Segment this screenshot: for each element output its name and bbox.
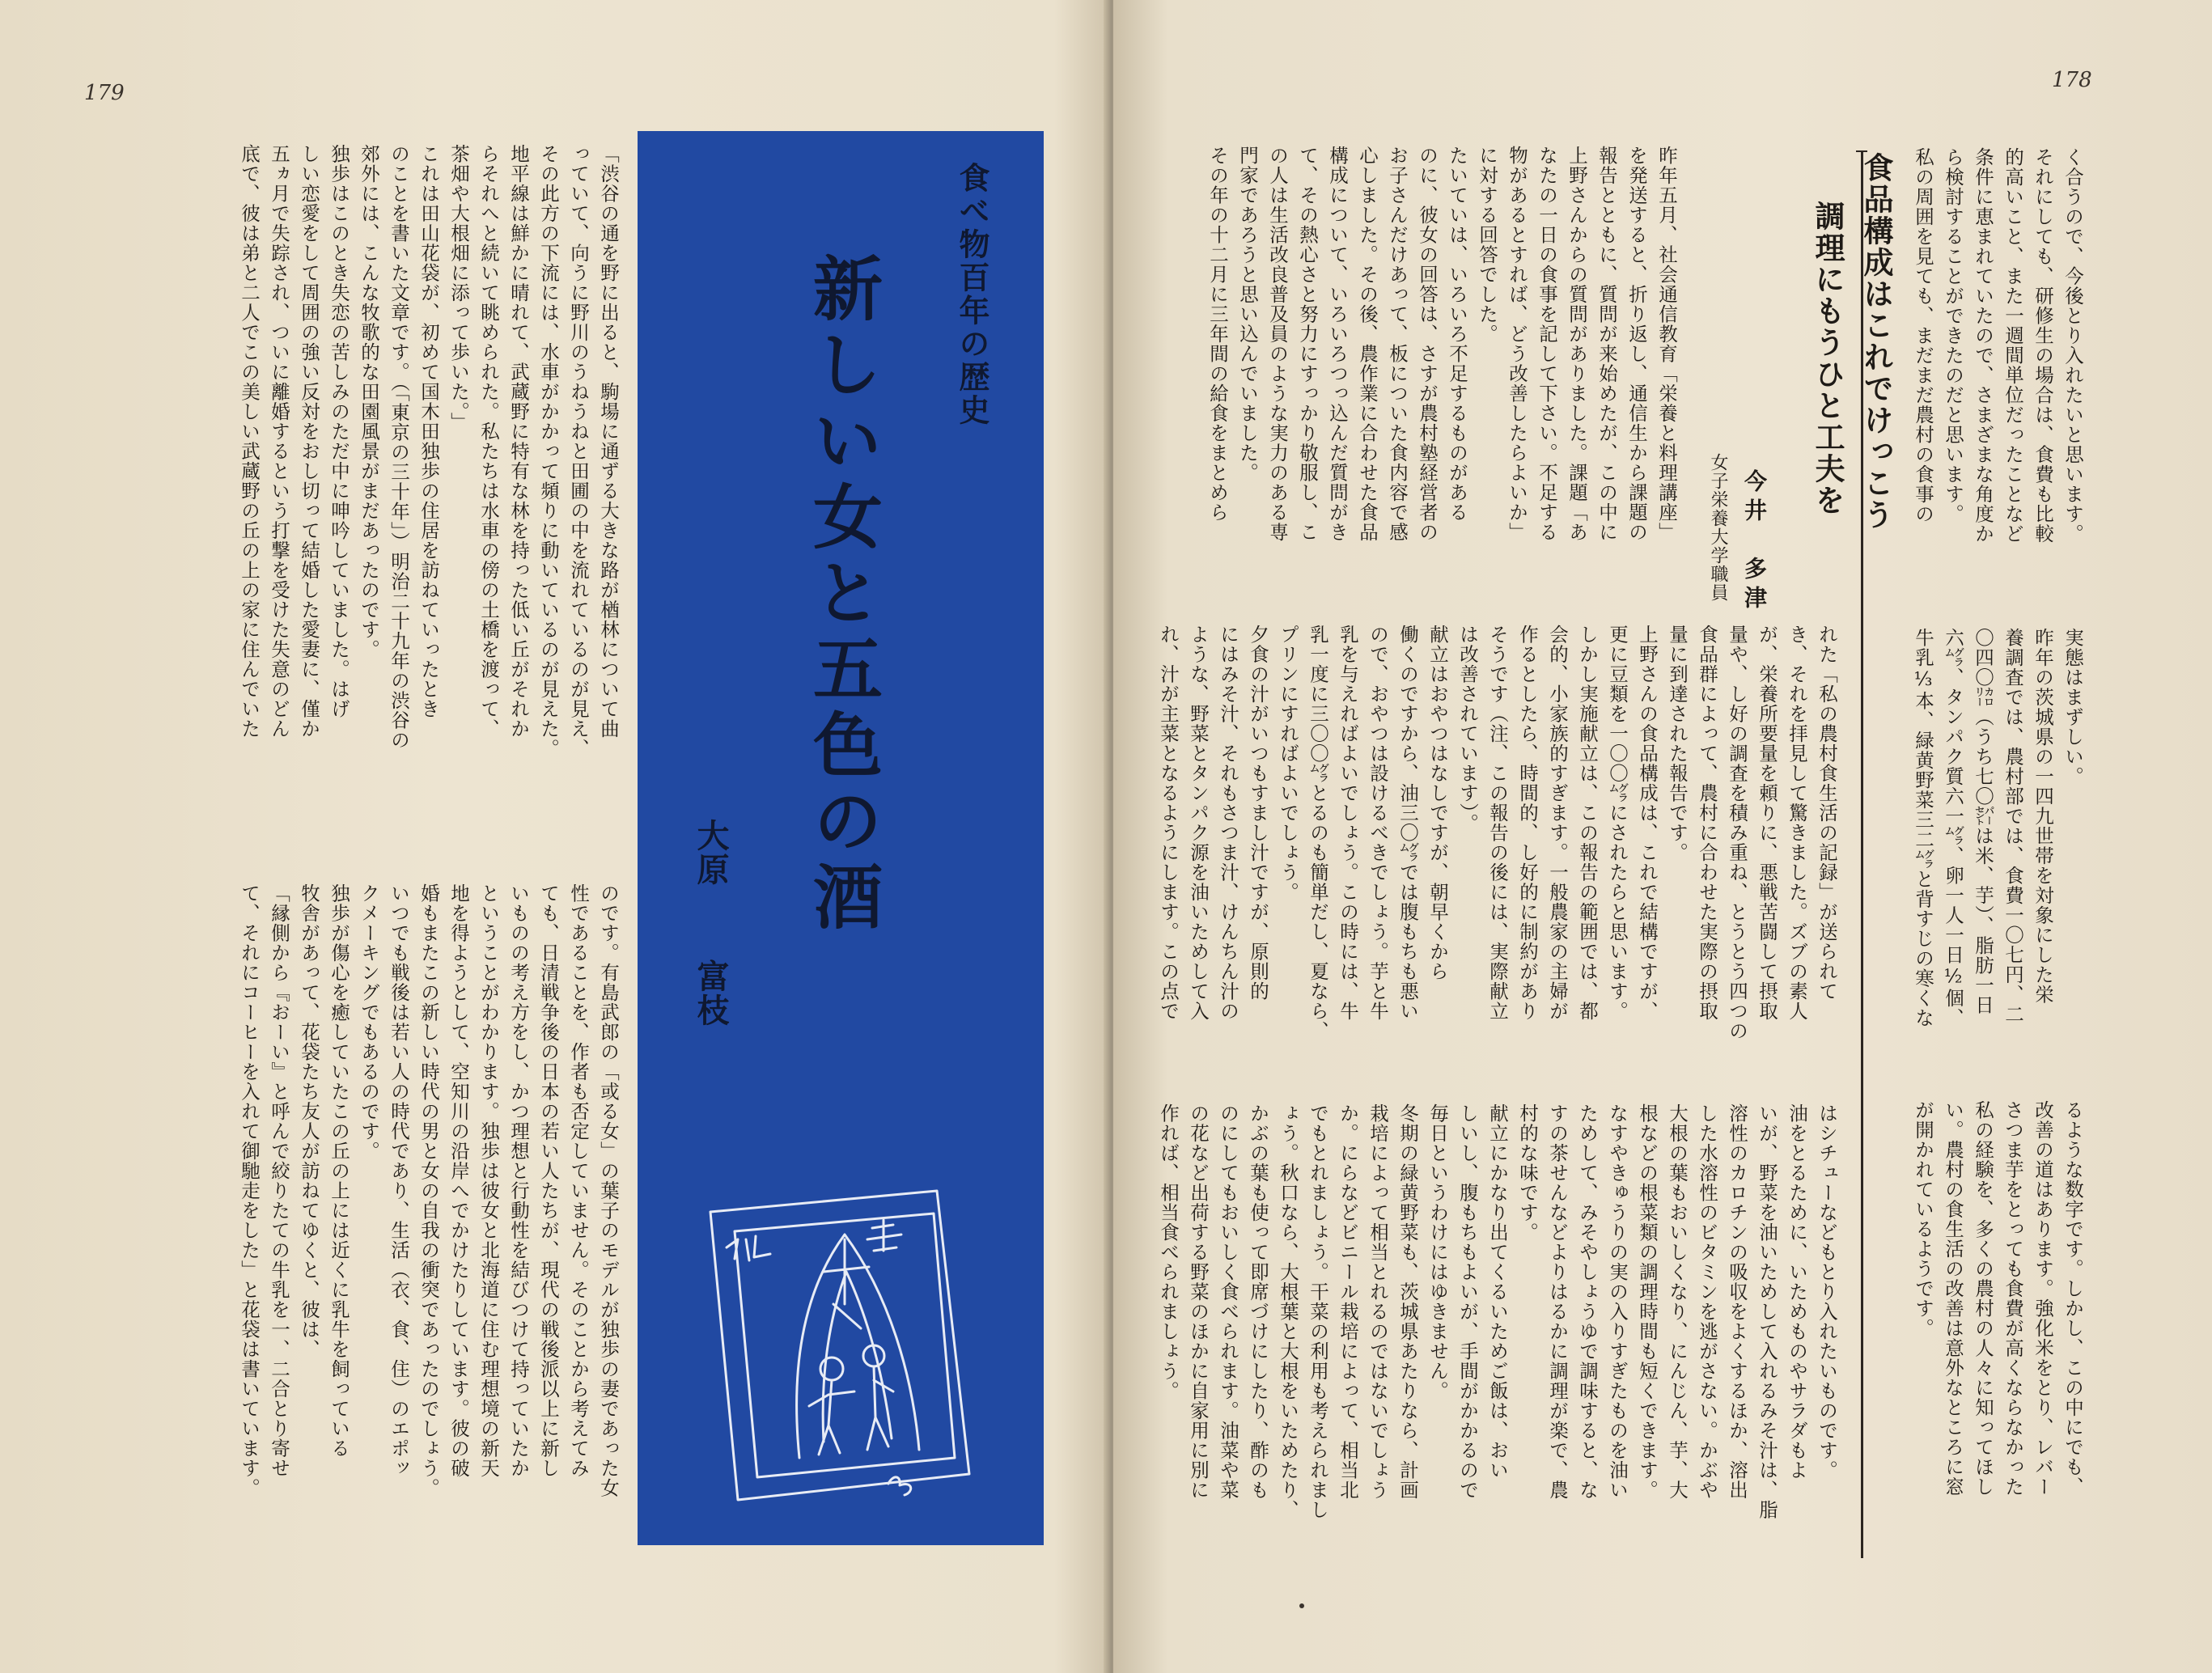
essay-middle-text [1146, 625, 1841, 1086]
left-bottom-text [121, 883, 623, 1579]
essay-title [1803, 152, 1900, 531]
text-line: に対する回答でした。 [1476, 146, 1498, 344]
text-line: のにしてもおいしく食べられます。油菜や菜 [1217, 1103, 1239, 1500]
text-line: クメーキングでもあるのです。 [358, 883, 380, 1161]
text-line: い。農村の食生活の改善は意外なところに窓 [1942, 1100, 1964, 1497]
text-line: 構成について、いろいろつっ込んだ質問がき [1326, 146, 1349, 542]
text-line: にはみそ汁、それもさつま汁、けんちん汁の [1217, 625, 1239, 1021]
text-line: ょう。秋口なら、大根葉と大根をいためたり、 [1277, 1103, 1299, 1520]
text-line: 養調査では、農村部では、食費一〇七円、二 [2002, 628, 2024, 1024]
text-line: が開かれているようです。 [1912, 1100, 1934, 1338]
text-line: 私の経験を、多くの農村の人々に知ってほし [1972, 1100, 1994, 1497]
text-line: 更に豆類を一〇〇㌘にされたらと思います。 [1606, 625, 1629, 1021]
text-line: ら検討することができたのだと思います。 [1942, 147, 1964, 524]
text-line: 根などの根菜類の調理時間も短くできます。 [1636, 1103, 1659, 1500]
text-line: しい恋愛をして周囲の強い反対をおし切って結婚した愛妻に、僅か [298, 144, 320, 739]
text-line: のに、彼女の回答は、さすが農村塾経営者の [1416, 146, 1439, 542]
text-line: き、それを拝見して驚きました。ズブの素人 [1786, 625, 1808, 1021]
text-line: そうです（注、この報告の後には、実際献立 [1486, 625, 1509, 1021]
text-line: 大根の葉もおいしくなり、にんじん、芋、大 [1666, 1103, 1689, 1500]
author-given-name: 富枝 [692, 959, 729, 1027]
text-line: れた「私の農村食生活の記録」が送られて [1816, 625, 1838, 1002]
text-line: いつでも戦後は若い人の時代であり、生活（衣、食、住）のエポッ [388, 883, 410, 1478]
text-line: さつま芋をとっても食費が高くならなかった [2002, 1100, 2024, 1497]
text-line: 郊外には、こんな牧歌的な田園風景がまだあったのです。 [358, 144, 380, 659]
text-line: 作るとしたら、時間的、し好的に制約があり [1516, 625, 1539, 1021]
text-line: は改善されています）。 [1456, 625, 1479, 833]
text-line: 実態はまずしい。 [2062, 628, 2084, 786]
text-line: 報告とともに、質問が来始めたが、この中に [1595, 146, 1618, 542]
text-line: 量に到達された報告です。 [1666, 625, 1689, 862]
text-line: それにしても、研修生の場合は、食費も比較 [2032, 147, 2054, 544]
text-line: でもとれましょう。干菜の利用も考えられまし [1307, 1103, 1329, 1520]
text-line: 毎日というわけにはゆきません。 [1426, 1103, 1449, 1401]
text-line: 独歩はこのとき失恋の苦しみのただ中に呻吟していました。はげ [328, 144, 350, 719]
essay-author-name: 今井 多津 [1741, 469, 1768, 615]
main-title: 新しい女と五色の酒 [801, 252, 882, 937]
prev-article-top [1893, 147, 2087, 608]
text-line: なすやきゅうりの実の入りすぎたものを油い [1606, 1103, 1629, 1500]
text-line: その此方の下流には、水車がかかって頻りに動いているのが見えた。 [537, 144, 560, 759]
text-line: プリンにすればよいでしょう。 [1277, 625, 1299, 902]
text-line: 地を得ようとして、空知川の沿岸へでかけたりしています。彼の破 [447, 883, 470, 1478]
text-line: たいていは、いろいろ不足するものがある [1446, 146, 1468, 523]
text-line: 私の周囲を見ても、まだまだ農村の食事の [1912, 147, 1934, 524]
text-line: のことを書いた文章です。（「東京の三十年」）明治二十九年の渋谷の [388, 144, 410, 750]
text-line: 婚もまたこの新しい時代の男と女の自我の衝突であったのでしょう。 [417, 883, 440, 1498]
text-line: 乳を与えればよいでしょう。この時には、牛 [1337, 625, 1359, 1021]
prev-article-bottom-a [1893, 628, 2087, 1089]
text-line: 性であることを、作者も否定していません。そのことから考えてみ [567, 883, 590, 1478]
text-line: 改善の道はあります。強化米をとり、レバー [2032, 1100, 2054, 1497]
prev-article-bottom-b [1893, 1100, 2087, 1553]
text-line: 冬期の緑黄野菜も、茨城県あたりなら、計画 [1396, 1103, 1419, 1500]
essay-title-line-2: 調理にもうひと工夫を [1810, 201, 1845, 516]
book-illustration [702, 1183, 977, 1506]
text-line: なたの一日の食事を記して下さい。不足する [1536, 146, 1558, 542]
text-line: 働くのですから、油三〇㌘では腹もちも悪い [1396, 625, 1419, 1021]
text-line: 茶畑や大根畑に添って歩いた。」 [447, 144, 470, 432]
text-line: 条件に恵まれていたので、さまざまな角度か [1972, 147, 1994, 544]
text-line: ということがわかります。独歩は彼女と北海道に住む理想境の新天 [477, 883, 500, 1478]
text-line: 献立はおやつはなしですが、朝早くから [1426, 625, 1449, 981]
text-line: これは田山花袋が、初めて国木田独歩の住居を訪ねていったとき [417, 144, 440, 719]
text-line: 食品群によって、農村に合わせた実際の摂取 [1696, 625, 1718, 1021]
text-line: 「縁側から『おーい』と呼んで絞りたての牛乳を一、二合とり寄せ [268, 883, 290, 1478]
text-line: の花など出荷する野菜のほかに自家用に別に [1187, 1103, 1210, 1500]
text-line: しいし、腹もちもよいが、手間がかかるので [1456, 1103, 1479, 1500]
text-line: を発送すると、折り返し、通信生から課題の [1625, 146, 1648, 542]
text-line: いが、野菜を油いためして入れるみそ汁は、脂 [1756, 1103, 1778, 1520]
essay-top-text [1165, 146, 1681, 607]
text-line: お子さんだけあって、板についた食内容で感 [1386, 146, 1409, 542]
left-top-text [113, 144, 623, 791]
text-line: 夕食の汁がいつもすまし汁ですが、原則的 [1247, 625, 1269, 1002]
text-line: て、その熱心さと努力にすっかり敬服し、こ [1296, 146, 1319, 542]
text-line: 底で、彼は弟と二人でこの美しい武蔵野の丘の上の家に住んでいた [238, 144, 261, 739]
text-line: 〇四〇㌍（うち七〇㌫は米、芋）、脂肪一日 [1972, 628, 1994, 1015]
text-line: その年の十二月に三年間の給食をまとめら [1206, 146, 1229, 523]
text-line: いものの考え方をし、かつ理想と行動性を結びつけて持っていたか [507, 883, 530, 1478]
text-line: ような、野菜とタンパク源を油いためして入 [1187, 625, 1210, 1021]
text-line: 門家であろうと思い込んでいました。 [1236, 146, 1259, 483]
essay-author-affiliation: 女子栄養大学職員 [1708, 453, 1728, 602]
text-line: 地平線は鮮かに晴れて、武蔵野に特有な林を持った低い丘がそれか [507, 144, 530, 739]
text-line: 村的な味です。 [1516, 1103, 1539, 1243]
text-line: く合うので、今後とり入れたいと思います。 [2062, 147, 2084, 544]
text-line: ので、おやつは設けるべきでしょう。芋と牛 [1367, 625, 1389, 1021]
text-line: しかし実施献立は、この報告の範囲では、都 [1576, 625, 1599, 1021]
text-line: 六㌘、タンパク質六一㌘、卵一人一日½個、 [1942, 628, 1964, 1028]
text-line: 上野さんからの質問がありました。課題「あ [1566, 146, 1588, 542]
essay-title-line-1: 食品構成はこれでけっこう [1858, 152, 1893, 531]
text-line: 作れば、相当食べられましょう。 [1157, 1103, 1180, 1401]
text-line: のです。有島武郎の「或る女」の葉子のモデルが独歩の妻であった女 [597, 883, 620, 1498]
text-line: ても、日清戦争後の日本の若い人たちが、現代の戦後派以上に新し [537, 883, 560, 1478]
text-line: の人は生活改良普及員のような実力のある専 [1266, 146, 1289, 542]
text-line: れ、汁が主菜となるようにします。この点で [1157, 625, 1180, 1021]
author-family-name: 大原 [692, 819, 729, 887]
right-page [1113, 0, 2212, 1673]
text-line: かぶの葉も使って即席づけにしたり、酢のも [1247, 1103, 1269, 1500]
text-line: 牧舎があって、花袋たち友人が訪ねてゆくと、彼は、 [298, 883, 320, 1359]
text-line: るような数字です。しかし、この中にでも、 [2062, 1100, 2084, 1497]
text-line: 独歩が傷心を癒していたこの丘の上には近くに乳牛を飼っている [328, 883, 350, 1459]
text-line: 献立にかなり出てくるいためご飯は、おい [1486, 1103, 1509, 1480]
text-line: 会的、小家族的すぎます。一般農家の主婦が [1546, 625, 1569, 1021]
text-line: はシチューなどもとり入れたいものです。 [1816, 1103, 1838, 1480]
text-line: ためして、みそやしょうゆで調味すると、な [1576, 1103, 1599, 1500]
text-line: が、栄養所要量を頼りに、悪戦苦闘して摂取 [1756, 625, 1778, 1021]
text-line: 五ヵ月で失踪され、ついに離婚するという打撃を受けた失意のどん [268, 144, 290, 739]
text-line: か。にらなどビニール栽培によって、相当北 [1337, 1103, 1359, 1500]
text-line: 油をとるために、いためものやサラダもよ [1786, 1103, 1808, 1480]
text-line: 的高いこと、また一週間単位だったことなど [2002, 147, 2024, 544]
text-line: らそれへと続いて眺められた。私たちは水車の傍の土橋を渡って、 [477, 144, 500, 739]
text-line: 栽培によって相当とれるのではないでしょう [1367, 1103, 1389, 1500]
title-panel [638, 131, 1044, 1545]
text-line: した水溶性のビタミンを逃がさない。かぶや [1696, 1103, 1718, 1500]
text-line: 心しました。その後、農作業に合わせた食品 [1356, 146, 1379, 542]
text-line: っていて、向うに野川のうねうねと田圃の中を流れているのが見え、 [567, 144, 590, 759]
series-title: 食べ物百年の歴史 [954, 162, 989, 427]
text-line: 牛乳⅓本、緑黄野菜三二㌘と背すじの寒くな [1912, 628, 1934, 1028]
right-page-number: 178 [2052, 68, 2092, 92]
text-line: 乳一度に三〇〇㌘とるのも簡単だし、夏なら、 [1307, 625, 1329, 1041]
essay-bottom-text [1146, 1103, 1841, 1557]
text-line: て、それにコーヒーを入れて御馳走をした」と花袋は書いています。 [238, 883, 261, 1498]
left-page-number: 179 [84, 81, 125, 105]
text-line: 「渋谷の通を野に出ると、駒場に通ずる大きな路が楢林について曲 [597, 144, 620, 739]
text-line: 昨年の茨城県の一四九世帯を対象にした栄 [2032, 628, 2054, 1005]
text-line: 物があるとすれば、どう改善したらよいか」 [1506, 146, 1528, 542]
text-line: 上野さんの食品構成は、これで結構ですが、 [1636, 625, 1659, 1021]
text-line: 溶性のカロチンの吸収をよくするほか、溶出 [1726, 1103, 1748, 1500]
text-line: 昨年五月、社会通信教育「栄養と料理講座」 [1655, 146, 1678, 542]
author-name [688, 819, 734, 1027]
text-line: すの茶せんなどよりはるかに調理が楽で、農 [1546, 1103, 1569, 1500]
page-speck [1299, 1603, 1304, 1608]
text-line: 量や、し好の調査を積み重ね、とうとう四つの [1726, 625, 1748, 1041]
